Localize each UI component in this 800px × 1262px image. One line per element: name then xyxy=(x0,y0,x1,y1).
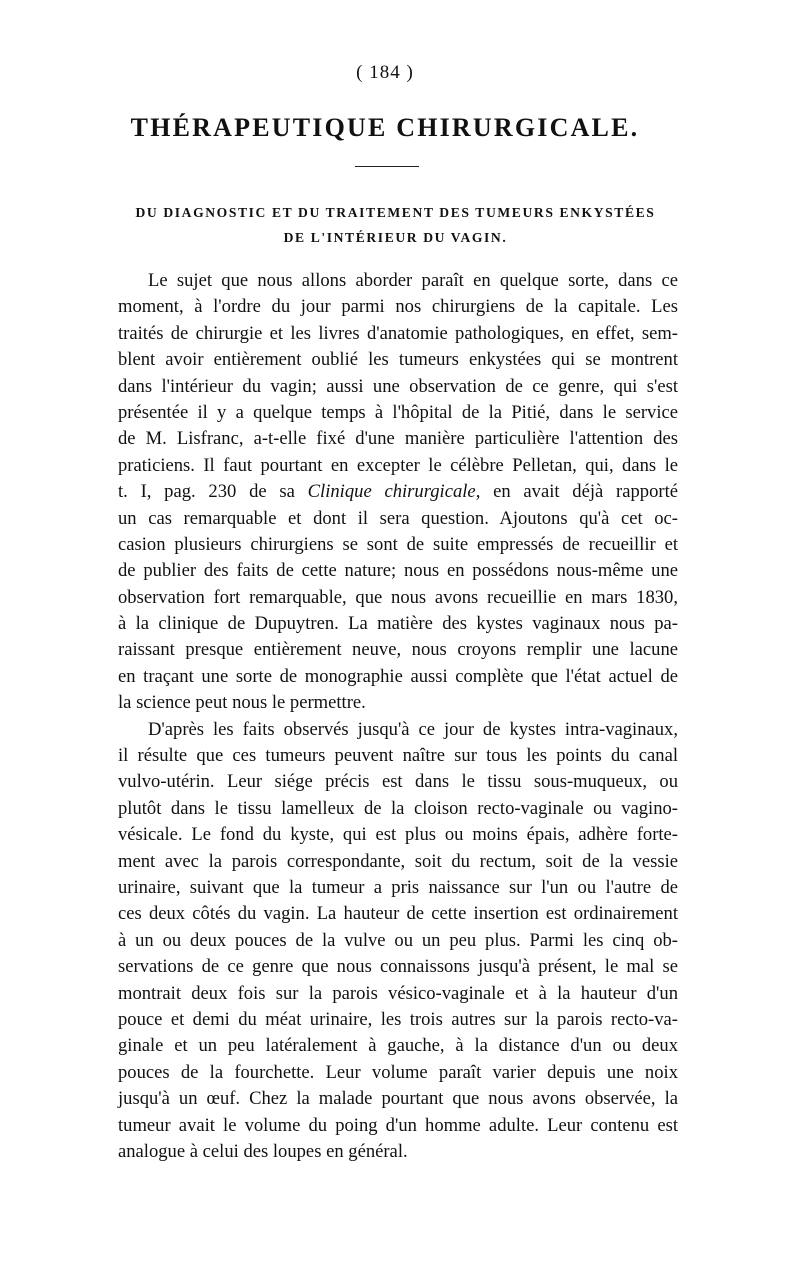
paragraph-2 xyxy=(118,717,678,1166)
text-line: servations de ce genre que nous connaissons jusqu'à présent, le mal se xyxy=(118,956,678,978)
text-line: de M. Lisfranc, a-t-elle fixé d'une manière particulière l'attention des xyxy=(118,428,678,450)
text-line: D'après les faits observés jusqu'à ce jour de kystes intra-vaginaux, xyxy=(148,718,678,740)
text-line: urinaire, suivant que la tumeur a pris naissance sur l'un ou l'autre de xyxy=(118,876,678,898)
text-line: pouce et demi du méat urinaire, les trois autres sur la parois recto-va- xyxy=(118,1008,678,1030)
text-line: raissant presque entièrement neuve, nous croyons remplir une lacune xyxy=(118,639,678,661)
text-line: présentée il y a quelque temps à l'hôpital de la Pitié, dans le service xyxy=(118,401,678,423)
text-line: ment avec la parois correspondante, soit du rectum, soit de la vessie xyxy=(118,850,678,872)
text-line: vésicale. Le fond du kyste, qui est plus ou moins épais, adhère forte- xyxy=(118,824,678,846)
page-number: ( 184 ) xyxy=(356,62,414,83)
text-line: ces deux côtés du vagin. La hauteur de cette insertion est ordinairement xyxy=(118,903,678,925)
text-line: moment, à l'ordre du jour parmi nos chirurgiens de la capitale. Les xyxy=(118,296,678,318)
text-line: casion plusieurs chirurgiens se sont de suite empressés de recueillir et xyxy=(118,533,678,555)
text-line: plutôt dans le tissu lamelleux de la cloison recto-vaginale ou vagino- xyxy=(118,797,678,819)
text-line: blent avoir entièrement oublié les tumeurs enkystées qui se montrent xyxy=(118,349,678,371)
section-heading-line-2: DE L'INTÉRIEUR DU VAGIN. xyxy=(283,230,508,245)
text-line: à un ou deux pouces de la vulve ou un peu plus. Parmi les cinq ob- xyxy=(118,929,678,951)
text-line: tumeur avait le volume du poing d'un homme adulte. Leur contenu est xyxy=(118,1114,678,1136)
text-line: en traçant une sorte de monographie aussi complète que l'état actuel de xyxy=(118,665,678,687)
text-line: jusqu'à un œuf. Chez la malade pourtant que nous avons observée, la xyxy=(118,1088,678,1110)
paragraph-1 xyxy=(118,268,678,717)
title-divider xyxy=(355,166,419,167)
section-heading-line-1: DU DIAGNOSTIC ET DU TRAITEMENT DES TUMEURS ENKYSTÉES xyxy=(135,205,656,220)
text-line: traités de chirurgie et les livres d'anatomie pathologiques, en effet, sem- xyxy=(118,322,678,344)
text-line: de publier des faits de cette nature; nous en possédons nous-même une xyxy=(118,560,678,582)
text-line: il résulte que ces tumeurs peuvent naître sur tous les points du canal xyxy=(118,745,678,767)
text-line: vulvo-utérin. Leur siége précis est dans le tissu sous-muqueux, ou xyxy=(118,771,678,793)
body-text xyxy=(118,268,678,1165)
book-title-italic: Clinique chirurgicale xyxy=(307,481,476,503)
text-line: praticiens. Il faut pourtant en excepter le célèbre Pelletan, qui, dans le xyxy=(118,454,678,476)
text-line: analogue à celui des loupes en général. xyxy=(118,1140,408,1162)
text-line: un cas remarquable et dont il sera question. Ajoutons qu'à cet oc- xyxy=(118,507,678,529)
text-line: montrait deux fois sur la parois vésico-vaginale et à la hauteur d'un xyxy=(118,982,678,1004)
chapter-title: THÉRAPEUTIQUE CHIRURGICALE. xyxy=(130,113,640,142)
text-line: t. I, pag. 230 de sa Clinique chirurgicale, en avait déjà rapporté xyxy=(118,481,678,503)
text-line: Le sujet que nous allons aborder paraît en quelque sorte, dans ce xyxy=(148,270,678,291)
text-line: dans l'intérieur du vagin; aussi une observation de ce genre, qui s'est xyxy=(118,375,678,397)
text-line: la science peut nous le permettre. xyxy=(118,692,366,714)
text-line: pouces de la fourchette. Leur volume paraît varier depuis une noix xyxy=(118,1061,678,1083)
section-heading xyxy=(118,200,673,250)
text-line: observation fort remarquable, que nous avons recueillie en mars 1830, xyxy=(118,586,678,608)
text-line: à la clinique de Dupuytren. La matière des kystes vaginaux nous pa- xyxy=(118,613,678,635)
text-line: ginale et un peu latéralement à gauche, à la distance d'un ou deux xyxy=(118,1035,678,1057)
